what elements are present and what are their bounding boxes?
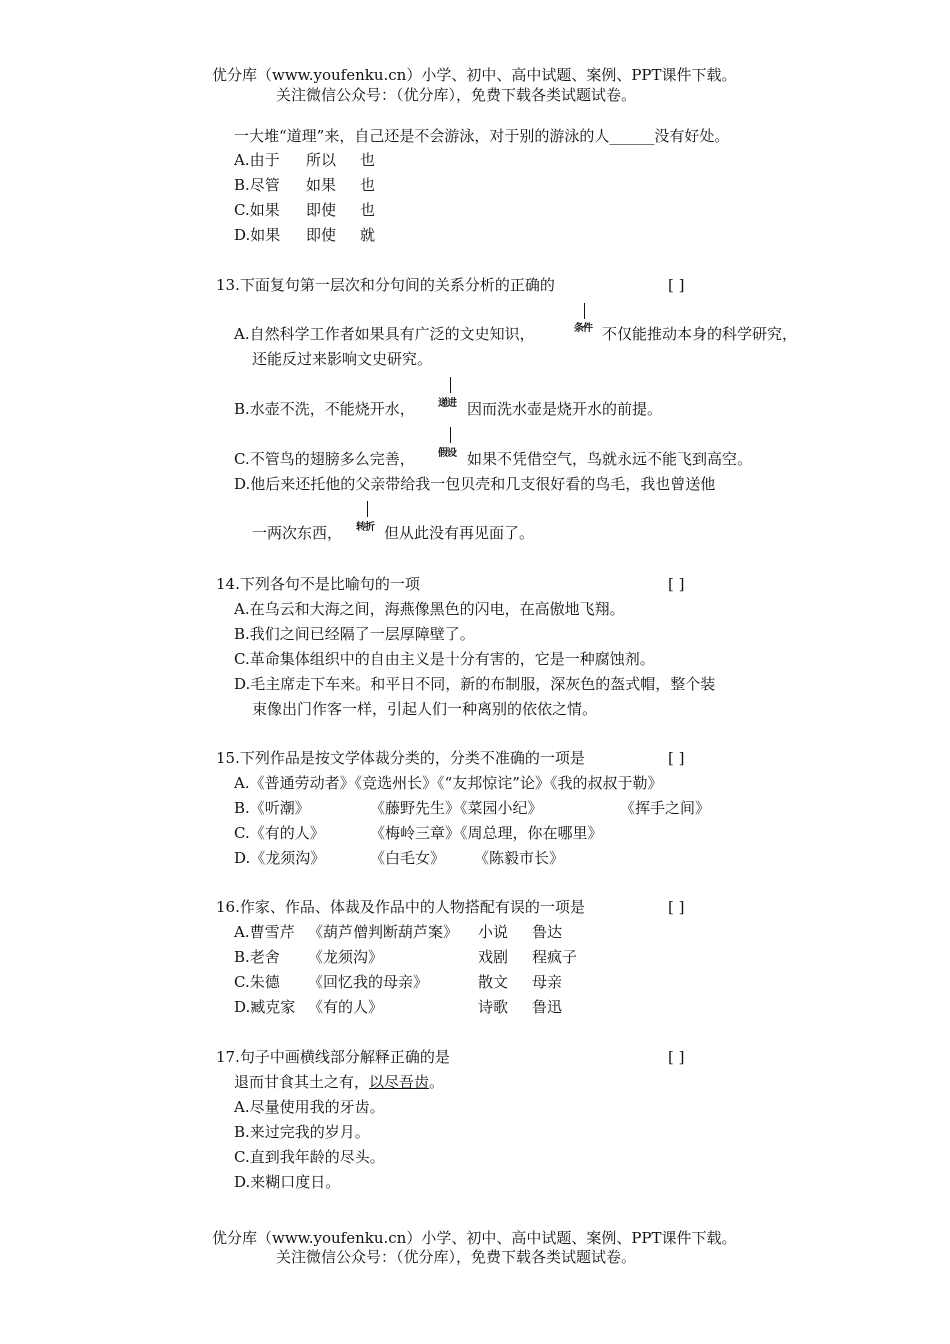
q12-option-c: C.如果 即使 也: [234, 201, 376, 219]
q17-stem: 17.句子中画横线部分解释正确的是: [216, 1048, 450, 1066]
q14-option-c: C.革命集体组织中的自由主义是十分有害的，它是一种腐蚀剂。: [234, 650, 655, 668]
q17-option-c: C.直到我年龄的尽头。: [234, 1148, 385, 1166]
q14-stem: 14.下列各句不是比喻句的一项: [216, 575, 420, 593]
q13-c-mark: 假设: [438, 448, 456, 459]
q17-option-a: A.尽量使用我的牙齿。: [234, 1098, 385, 1116]
q12-option-d: D.如果 即使 就: [234, 226, 376, 244]
q17-option-d: D.来糊口度日。: [234, 1173, 341, 1191]
q15-option-d: D.《龙须沟》 《白毛女》 《陈毅市长》: [234, 849, 565, 867]
q14-option-d-line1: D.毛主席走下车来。和平日不同，新的布制服，深灰色的盔式帽，整个装: [234, 675, 716, 693]
q17-sentence: 退而甘食其土之有，以尽吾齿。: [234, 1073, 445, 1091]
q15-option-b: B.《听潮》 《藤野先生》《菜园小纪》 《挥手之间》: [234, 799, 711, 817]
q13-d-mark: 转折: [356, 522, 374, 533]
q13-option-c-part2: 如果不凭借空气，鸟就永远不能飞到高空。: [467, 450, 753, 468]
q13-option-d-part2: 一两次东西，: [252, 524, 343, 542]
q13-option-b-part1: B.水壶不洗，不能烧开水，: [234, 400, 415, 418]
q14-option-d-line2: 束像出门作客一样，引起人们一种离别的依依之情。: [252, 700, 598, 718]
q15-option-a: A.《普通劳动者》《竞选州长》《“友邦惊诧”论》《我的叔叔于勒》: [234, 774, 663, 792]
page-header-line2: 关注微信公众号：（优分库），免费下载各类试题试卷。: [276, 86, 637, 104]
q13-b-divider: [450, 377, 451, 393]
page-header-line1: 优分库（www.youfenku.cn）小学、初中、高中试题、案例、PPT课件下载。: [212, 66, 737, 84]
q17-answer-bracket: [ ]: [668, 1048, 685, 1066]
q12-option-a: A.由于 所以 也: [234, 151, 376, 169]
q12-option-b: B.尽管 如果 也: [234, 176, 376, 194]
q15-option-c: C.《有的人》 《梅岭三章》《周总理，你在哪里》: [234, 824, 603, 842]
q16-option-b: B.老舍 《龙须沟》 戏剧 程疯子: [234, 948, 578, 966]
page-footer-line2: 关注微信公众号：（优分库），免费下载各类试题试卷。: [276, 1248, 637, 1266]
q13-option-d-part3: 但从此没有再见面了。: [384, 524, 535, 542]
q13-option-a-part2: 不仅能推动本身的科学研究，: [602, 325, 798, 343]
q16-option-d: D.臧克家 《有的人》 诗歌 鲁迅: [234, 998, 563, 1016]
q13-stem: 13.下面复句第一层次和分句间的关系分析的正确的: [216, 276, 555, 294]
q14-answer-bracket: [ ]: [668, 575, 685, 593]
q16-stem: 16.作家、作品、体裁及作品中的人物搭配有误的一项是: [216, 898, 585, 916]
q12-continuation: 一大堆“道理”来，自己还是不会游泳，对于别的游泳的人______没有好处。: [234, 127, 730, 145]
q17-option-b: B.来过完我的岁月。: [234, 1123, 370, 1141]
q13-a-mark: 条件: [574, 323, 592, 334]
q15-stem: 15.下列作品是按文学体裁分类的，分类不准确的一项是: [216, 749, 585, 767]
q13-answer-bracket: [ ]: [668, 276, 685, 294]
q15-answer-bracket: [ ]: [668, 749, 685, 767]
page-footer-line1: 优分库（www.youfenku.cn）小学、初中、高中试题、案例、PPT课件下载。: [212, 1229, 737, 1247]
q13-option-b-part2: 因而洗水壶是烧开水的前提。: [467, 400, 663, 418]
q13-c-divider: [450, 427, 451, 443]
q13-a-divider: [584, 303, 585, 319]
q13-b-mark: 递进: [438, 398, 456, 409]
q16-answer-bracket: [ ]: [668, 898, 685, 916]
q16-option-a: A.曹雪芹 《葫芦僧判断葫芦案》 小说 鲁达: [234, 923, 563, 941]
q13-d-divider: [367, 501, 368, 517]
q13-option-a-part1: A.自然科学工作者如果具有广泛的文史知识，: [234, 325, 535, 343]
q17-underlined-phrase: 以尽吾齿: [369, 1073, 430, 1091]
q13-option-c-part1: C.不管鸟的翅膀多么完善，: [234, 450, 415, 468]
q14-option-b: B.我们之间已经隔了一层厚障壁了。: [234, 625, 475, 643]
q13-option-d-part1: D.他后来还托他的父亲带给我一包贝壳和几支很好看的鸟毛，我也曾送他: [234, 475, 716, 493]
q14-option-a: A.在乌云和大海之间，海燕像黑色的闪电，在高傲地飞翔。: [234, 600, 625, 618]
q16-option-c: C.朱德 《回忆我的母亲》 散文 母亲: [234, 973, 563, 991]
q13-option-a-part3: 还能反过来影响文史研究。: [252, 350, 433, 368]
